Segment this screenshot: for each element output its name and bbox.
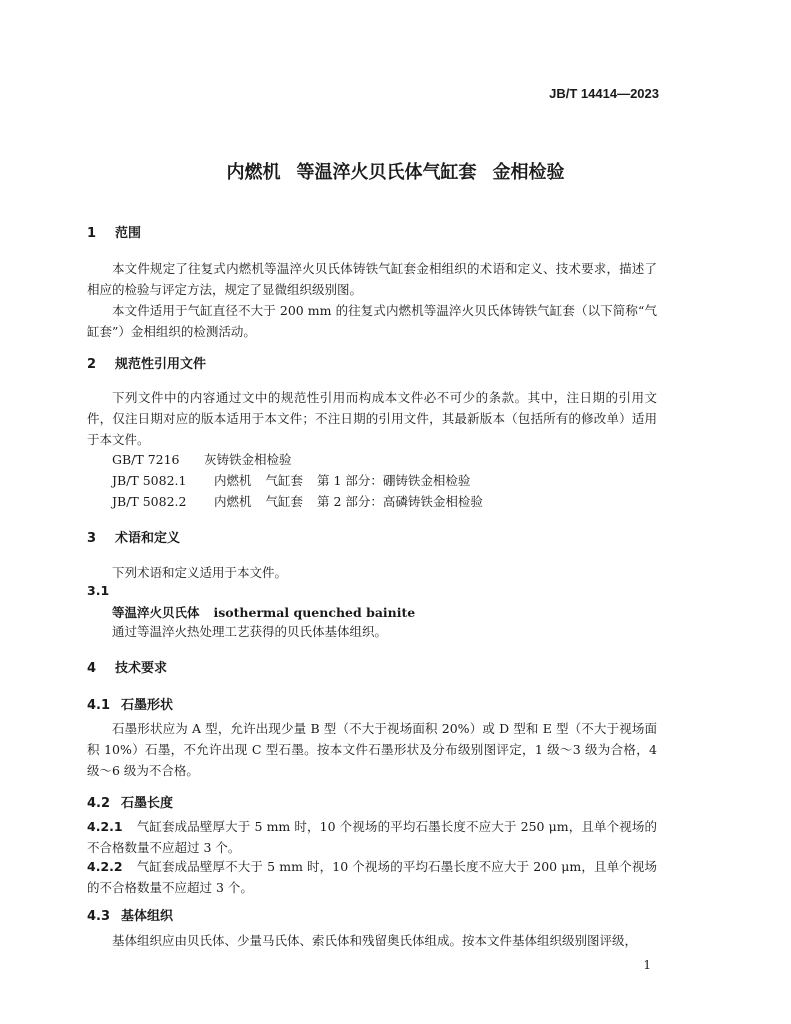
reference-item: [112, 492, 483, 510]
clause-number: 4.2.1: [87, 819, 123, 834]
title-part-2: 等温淬火贝氏体气缸套: [296, 162, 477, 183]
section-3-heading: [87, 527, 180, 546]
reference-code: GB/T 7216: [112, 452, 180, 467]
standard-number: JB/T 14414—2023: [549, 86, 659, 101]
reference-part-b: 气缸套: [265, 473, 304, 488]
scope-paragraph-2: 本文件适用于气缸直径不大于 200 mm 的往复式内燃机等温淬火贝氏体铸铁气缸套（以下简称“气缸套”）金相组织的检测活动。: [87, 303, 657, 339]
reference-part-a: 内燃机: [214, 473, 252, 488]
section-title: 规范性引用文件: [115, 357, 207, 372]
subsection-title: 石墨形状: [121, 698, 174, 713]
document-title: [0, 158, 791, 184]
subsection-title: 石墨长度: [121, 796, 174, 811]
clause-text: 气缸套成品壁厚大于 5 mm 时，10 个视场的平均石墨长度不应大于 250 μm，且单个视场的不合格数量不应超过 3 个。: [87, 819, 657, 855]
reference-part-a: 内燃机: [214, 494, 252, 509]
section-4-heading: [87, 657, 167, 676]
section-title: 术语和定义: [115, 531, 181, 546]
subsection-number: 4.3: [87, 909, 111, 924]
section-1-heading: [87, 222, 141, 241]
subsection-title: 基体组织: [121, 909, 174, 924]
subsection-number: 4.2: [87, 796, 111, 811]
matrix-structure-paragraph: 基体组织应由贝氏体、少量马氏体、索氏体和残留奥氏体组成。按本文件基体组织级别图评级，: [112, 933, 638, 948]
title-part-3: 金相检验: [492, 162, 565, 183]
section-number: 1: [87, 226, 97, 241]
page-number: 1: [643, 958, 651, 972]
scope-paragraph-1: 本文件规定了往复式内燃机等温淬火贝氏体铸铁气缸套金相组织的术语和定义、技术要求，描述了相应的检验与评定方法，规定了显微组织级别图。: [87, 261, 657, 297]
reference-item: [112, 450, 292, 468]
section-title: 范围: [115, 226, 142, 241]
section-number: 2: [87, 357, 97, 372]
subsection-number: 4.1: [87, 698, 111, 713]
title-part-1: 内燃机: [226, 162, 281, 183]
subsection-4-1-heading: [87, 694, 173, 713]
reference-part-c: 第 1 部分：硼铸铁金相检验: [317, 473, 471, 488]
term-number: 3.1: [87, 583, 110, 598]
reference-item: [112, 471, 470, 489]
clause-4-2-2: [87, 856, 657, 898]
graphite-shape-paragraph: 石墨形状应为 A 型，允许出现少量 B 型（不大于视场面积 20%）或 D 型和 E 型（不大于视场面积 10%）石墨，不允许出现 C 型石墨。按本文件石墨形状及分布级别图评定，1 级～3 级为合格，4 级～6 级为不合格。: [87, 721, 657, 778]
clause-number: 4.2.2: [87, 859, 123, 874]
reference-code: JB/T 5082.2: [112, 494, 187, 509]
section-number: 4: [87, 661, 97, 676]
section-title: 技术要求: [115, 661, 168, 676]
reference-part-b: 气缸套: [265, 494, 304, 509]
clause-text: 气缸套成品壁厚不大于 5 mm 时，10 个视场的平均石墨长度不应大于 200 μm，且单个视场的不合格数量不应超过 3 个。: [87, 859, 657, 895]
normative-references-paragraph: 下列文件中的内容通过文中的规范性引用而构成本文件必不可少的条款。其中，注日期的引用文件，仅注日期对应的版本适用于本文件；不注日期的引用文件，其最新版本（包括所有的修改单）适用于本文件。: [87, 390, 657, 447]
subsection-4-2-heading: [87, 792, 173, 811]
section-number: 3: [87, 531, 97, 546]
term-definition: 通过等温淬火热处理工艺获得的贝氏体基体组织。: [112, 624, 388, 639]
clause-4-2-1: [87, 816, 657, 858]
term-english: isothermal quenched bainite: [213, 605, 416, 620]
reference-part-c: 第 2 部分：高磷铸铁金相检验: [317, 494, 483, 509]
reference-title: 灰铸铁金相检验: [204, 452, 292, 467]
subsection-4-3-heading: [87, 905, 173, 924]
terms-intro: 下列术语和定义适用于本文件。: [112, 565, 288, 580]
term-chinese: 等温淬火贝氏体: [112, 605, 200, 620]
reference-code: JB/T 5082.1: [112, 473, 187, 488]
term-entry: [112, 603, 415, 621]
section-2-heading: [87, 353, 206, 372]
